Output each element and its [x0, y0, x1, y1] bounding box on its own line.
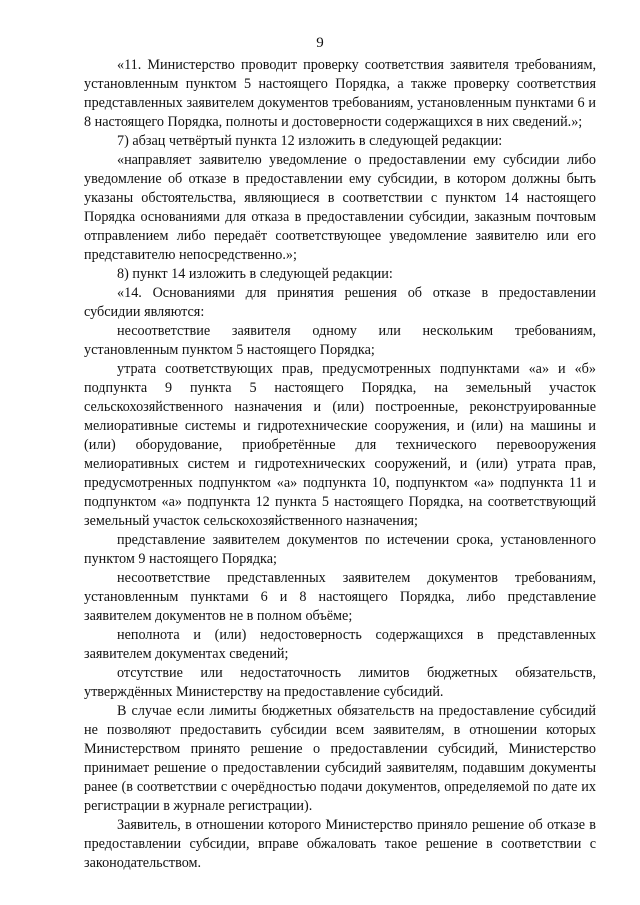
document-body [84, 56, 596, 873]
refusal-ground-6: отсутствие или недостаточность лимитов бюджетных обязательств, утверждённых Министерству на предоставление субсидий. [84, 665, 596, 700]
refusal-ground-5: неполнота и (или) недостоверность содержащихся в представленных заявителем документах сведений; [84, 627, 596, 662]
refusal-ground-2: утрата соответствующих прав, предусмотренных подпунктами «а» и «б» подпункта 9 пункта 5 настоящего Порядка, на земельный участок сельскохозяйственного назначения и (или) построенные, реконструированные мелиоративные системы и гидротехнические сооружения, и (или) на машины и (или) оборудование, приобретённые для технического перевооружения мелиоративных систем и гидротехнических сооружений, и (или) утрата прав, предусмотренных подпунктом «а» подпункта 10, подпунктом «а» подпункта 11 и подпунктом «а» подпункта 12 пункта 5 настоящего Порядка, на соответствующий земельный участок сельскохозяйственного назначения; [84, 361, 596, 529]
refusal-ground-1: несоответствие заявителя одному или нескольким требованиям, установленным пунктом 5 настоящего Порядка; [84, 323, 596, 358]
appeal-paragraph: Заявитель, в отношении которого Министерство приняло решение об отказе в предоставлении субсидии, вправе обжаловать такое решение в соответствии с законодательством. [84, 817, 596, 871]
amendment-item-7: 7) абзац четвёртый пункта 12 изложить в следующей редакции: [117, 133, 503, 149]
paragraph-14-intro: «14. Основаниями для принятия решения об отказе в предоставлении субсидии являются: [84, 285, 596, 320]
amendment-item-8: 8) пункт 14 изложить в следующей редакции: [117, 266, 393, 282]
limits-insufficient-paragraph: В случае если лимиты бюджетных обязательств на предоставление субсидий не позволяют предоставить субсидии всем заявителям, в отношении которых Министерством принято решение о предоставлении субсидий, Министерство принимает решение о предоставлении субсидий заявителям, подавшим документы ранее (в соответствии с очерёдностью подачи документов, определяемой по дате их регистрации в журнале регистрации). [84, 703, 596, 814]
paragraph-12-abzac-4-text: «направляет заявителю уведомление о предоставлении ему субсидии либо уведомление об отказе в предоставлении ему субсидии, в котором должны быть указаны обстоятельства, являющиеся в соответствии с пунктом 14 настоящего Порядка основаниями для отказа в предоставлении субсидии, заказным почтовым отправлением либо передаёт соответствующее уведомление заявителю или его представителю непосредственно.»; [84, 152, 596, 263]
page-number: 9 [316, 35, 324, 51]
refusal-ground-3: представление заявителем документов по истечении срока, установленного пунктом 9 настоящего Порядка; [84, 532, 596, 567]
refusal-ground-4: несоответствие представленных заявителем документов требованиям, установленным пунктами 6 и 8 настоящего Порядка, либо представление заявителем документов не в полном объёме; [84, 570, 596, 624]
paragraph-11-text: «11. Министерство проводит проверку соответствия заявителя требованиям, установленным пунктом 5 настоящего Порядка, а также проверку соответствия представленных заявителем документов требованиям, установленным пунктами 6 и 8 настоящего Порядка, полноты и достоверности содержащихся в них сведений.»; [84, 57, 596, 130]
